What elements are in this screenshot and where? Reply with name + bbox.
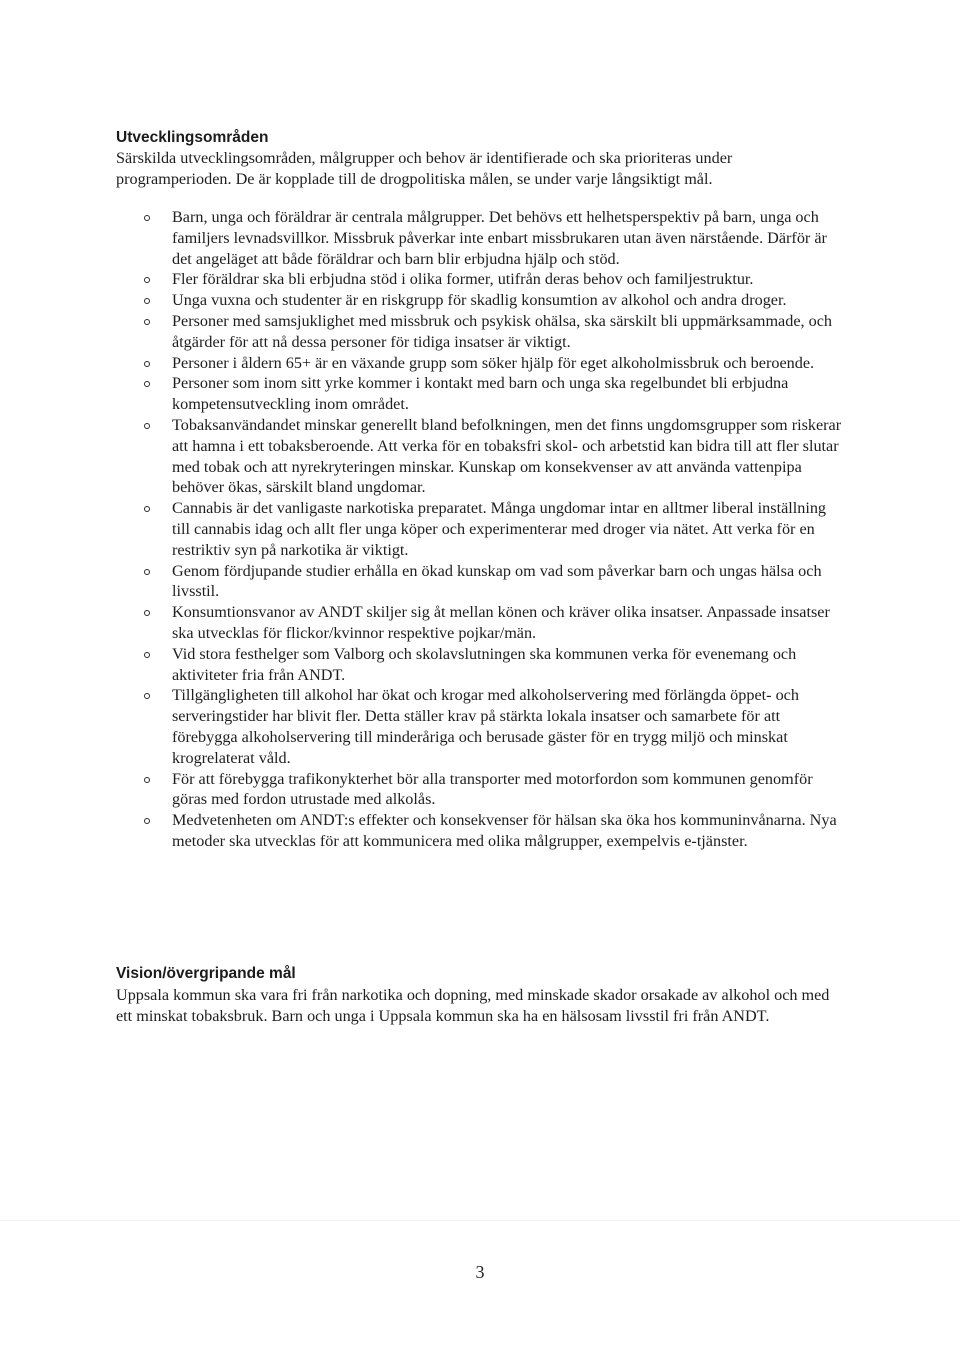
list-item: Tobaksanvändandet minskar generellt bland befolkningen, men det finns ungdomsgrupper som riskerar att hamna i ett tobaksberoende. Att verka för en tobaksfri skol- och arbetstid kan bidra till att fler slutar med tobak och att nyrekryteringen minskar. Kunskap om konsekvenser av att använda vattenpipa behöver ökas, särskilt bland ungdomar.: [172, 415, 844, 498]
section-heading-vision: Vision/övergripande mål: [116, 965, 296, 982]
bullet-icon: [144, 215, 150, 221]
bullet-icon: [144, 423, 150, 429]
intro-paragraph: Särskilda utvecklingsområden, målgrupper och behov är identifierade och ska prioriteras under programperioden. De är kopplade till de drogpolitiska målen, se under varje långsiktigt mål.: [116, 149, 733, 188]
list-item: Fler föräldrar ska bli erbjudna stöd i olika former, utifrån deras behov och familjestruktur.: [172, 269, 844, 290]
vision-paragraph: Uppsala kommun ska vara fri från narkotika och dopning, med minskade skador orsakade av alkohol och med ett minskat tobaksbruk. Barn och unga i Uppsala kommun ska ha en hälsosam livsstil fri från ANDT.: [116, 986, 830, 1025]
list-item: Personer som inom sitt yrke kommer i kontakt med barn och unga ska regelbundet bli erbjudna kompetensutveckling inom området.: [172, 373, 844, 415]
list-item: Personer med samsjuklighet med missbruk och psykisk ohälsa, ska särskilt bli uppmärksammade, och åtgärder för att nå dessa personer för tidiga insatser är viktigt.: [172, 311, 844, 353]
footer-divider: [0, 1220, 960, 1221]
bullet-icon: [144, 506, 150, 512]
page-number: 3: [475, 1262, 485, 1282]
bullet-icon: [144, 319, 150, 325]
section-heading-utvecklingsomraden: Utvecklingsområden: [116, 129, 269, 146]
bullet-icon: [144, 361, 150, 367]
list-item: Cannabis är det vanligaste narkotiska preparatet. Många ungdomar intar en alltmer liberal inställning till cannabis idag och allt fler unga köper och experimenterar med droger via nätet. Att verka för en restriktiv syn på narkotika är viktigt.: [172, 498, 844, 560]
list-item: Barn, unga och föräldrar är centrala målgrupper. Det behövs ett helhetsperspektiv på barn, unga och familjers levnadsvillkor. Missbruk påverkar inte enbart missbrukaren utan även närstående. Därför är det angeläget att både föräldrar och barn blir erbjudna hjälp och stöd.: [172, 207, 844, 269]
list-item: Personer i åldern 65+ är en växande grupp som söker hjälp för eget alkoholmissbruk och beroende.: [172, 353, 844, 374]
bullet-icon: [144, 610, 150, 616]
list-item: Konsumtionsvanor av ANDT skiljer sig åt mellan könen och kräver olika insatser. Anpassade insatser ska utvecklas för flickor/kvinnor respektive pojkar/män.: [172, 602, 844, 644]
bullet-icon: [144, 777, 150, 783]
list-item: Tillgängligheten till alkohol har ökat och krogar med alkoholservering med förlängda öppet- och serveringstider har blivit fler. Detta ställer krav på stärkta lokala insatser och samarbete för att förebygga alkoholservering till minderåriga och berusade gäster för en trygg miljö och minskat krogrelaterat våld.: [172, 685, 844, 768]
bullet-icon: [144, 381, 150, 387]
bullet-icon: [144, 693, 150, 699]
list-item: Vid stora festhelger som Valborg och skolavslutningen ska kommunen verka för evenemang och aktiviteter fria från ANDT.: [172, 644, 844, 686]
list-item: Genom fördjupande studier erhålla en ökad kunskap om vad som påverkar barn och ungas hälsa och livsstil.: [172, 561, 844, 603]
list-item: Unga vuxna och studenter är en riskgrupp för skadlig konsumtion av alkohol och andra droger.: [172, 290, 844, 311]
bullet-icon: [144, 298, 150, 304]
list-item: För att förebygga trafikonykterhet bör alla transporter med motorfordon som kommunen genomför göras med fordon utrustade med alkolås.: [172, 769, 844, 811]
development-areas-list: [172, 207, 844, 852]
list-item: Medvetenheten om ANDT:s effekter och konsekvenser för hälsan ska öka hos kommuninvånarna. Nya metoder ska utvecklas för att kommunicera med olika målgrupper, exempelvis e-tjänster.: [172, 810, 844, 852]
bullet-icon: [144, 569, 150, 575]
bullet-icon: [144, 652, 150, 658]
bullet-icon: [144, 277, 150, 283]
bullet-icon: [144, 818, 150, 824]
